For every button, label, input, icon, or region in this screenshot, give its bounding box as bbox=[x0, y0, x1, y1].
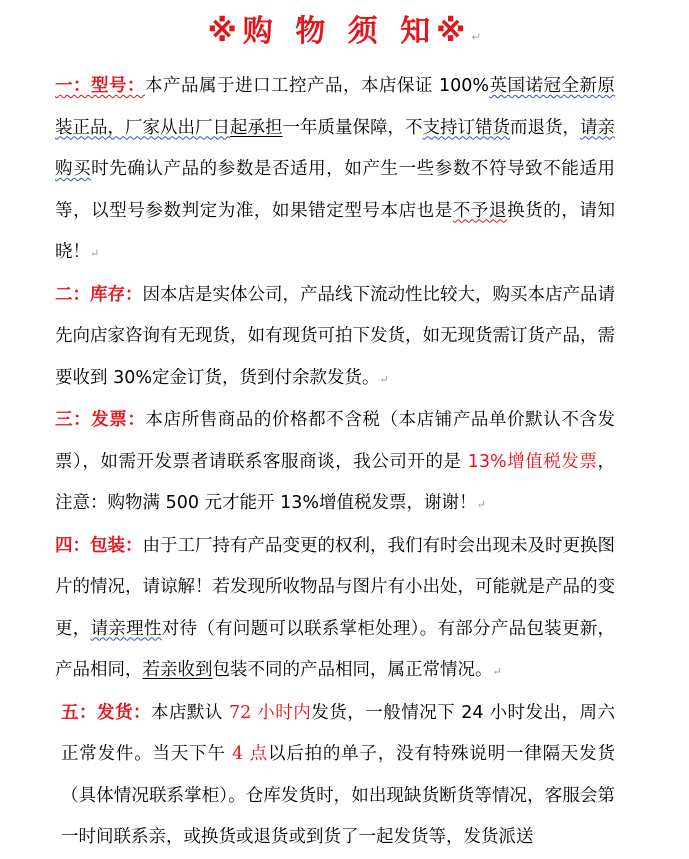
section-packaging: 四：包装：由于工厂持有产品变更的权利，我们有时会出现未及时更换图片的情况，请谅解！若发现所收物品与图片有小出处，可能就是产品的变更，请亲理性对待（有问题可以联系掌柜处理）。有部分产品包装更新，产品相同，若亲收到包装不同的产品相同，属正常情况。↵ bbox=[55, 535, 616, 680]
section-stock: 二：库存：因本店是实体公司，产品线下流动性比较大，购买本店产品请先向店家咨询有无现货，如有现货可拍下发货，如无现货需订货产品，需要收到 30%定金订货，货到付余款发货。↵ bbox=[55, 284, 615, 388]
document-body bbox=[55, 66, 615, 859]
section-invoice: 三：发票：本店所售商品的价格都不含税（本店铺产品单价默认不含发票），如需开发票者请联系客服商谈，我公司开的是 13%增值税发票，注意：购物满 500 元才能开 13%增值税发票，谢谢！↵ bbox=[55, 410, 616, 513]
title-text: ※购 物 须 知※ bbox=[207, 14, 472, 49]
section-shipping: 五：发货：本店默认 72 小时内发货，一般情况下 24 小时发出，周六正常发件。当天下午 4 点以后拍的单子，没有特殊说明一律隔天发货（具体情况联系掌柜）。仓库发货时，如出现缺货断货等情况，客服会第一时间联系亲，或换货或退货或到货了一起发货等，发货派送 bbox=[61, 702, 616, 847]
paragraph-mark: ↵ bbox=[471, 30, 482, 44]
section-heading: 四：包装： bbox=[55, 535, 143, 556]
section-heading: 三：发票： bbox=[55, 410, 146, 430]
section-heading: 五：发货： bbox=[61, 702, 151, 723]
document-title bbox=[0, 12, 689, 57]
section-model: 一：型号：本产品属于进口工控产品，本店保证 100%英国诺冠全新原装正品，厂家从出厂日起承担一年质量保障，不支持订错货而退货，请亲购买时先确认产品的参数是否适用，如产生一些参数不符导致不能适用等，以型号参数判定为准，如果错定型号本店也是不予退换货的，请知晓！↵ bbox=[55, 76, 616, 262]
section-heading: 一：型号： bbox=[55, 76, 145, 96]
section-heading: 二：库存： bbox=[55, 284, 143, 305]
